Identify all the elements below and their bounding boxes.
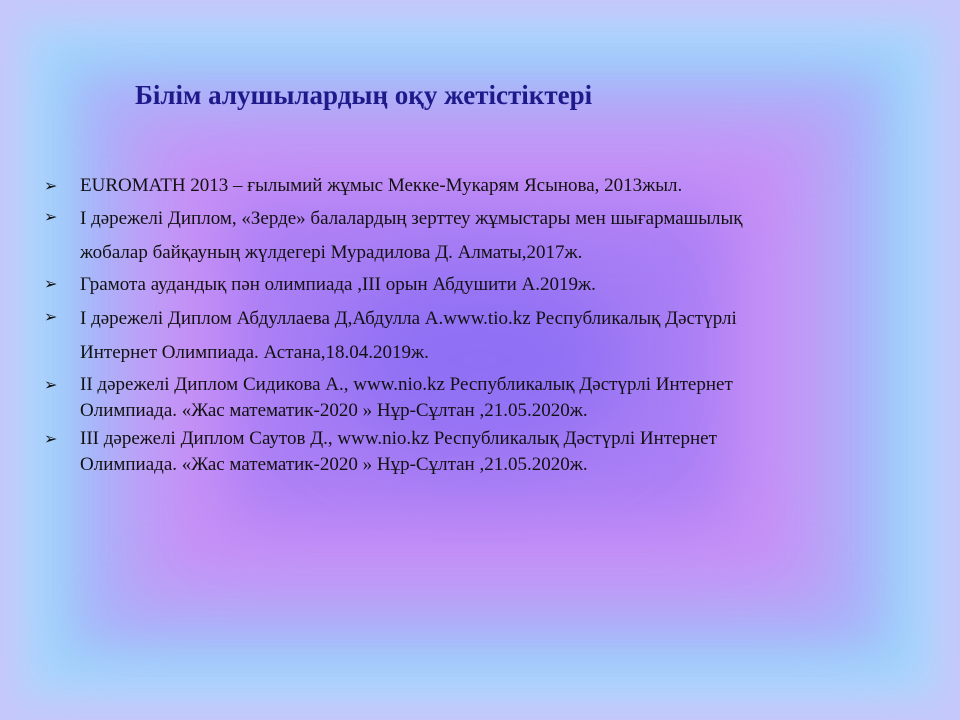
slide-title: Білім алушылардың оқу жетістіктері — [135, 80, 593, 110]
arrowhead-bullet-icon: ➢ — [44, 307, 58, 326]
list-item — [44, 372, 944, 424]
item-text: ІІ дәрежелі Диплом Сидикова А., www.nio.kz Республикалық Дәстүрлі Интернет — [80, 374, 733, 395]
item-text: EUROMATH 2013 – ғылымий жұмыс Мекке-Мукарям Ясынова, 2013жыл. — [80, 175, 683, 196]
item-text: Олимпиада. «Жас математик-2020 » Нұр-Сұлтан ,21.05.2020ж. — [80, 400, 588, 421]
item-text: І дәрежелі Диплом Абдуллаева Д,Абдулла А.www.tio.kz Республикалық Дәстүрлі — [80, 308, 737, 329]
arrowhead-bullet-icon: ➢ — [44, 375, 58, 394]
list-item — [44, 202, 944, 270]
list-item — [44, 302, 944, 370]
item-text: Олимпиада. «Жас математик-2020 » Нұр-Сұлтан ,21.05.2020ж. — [80, 454, 588, 475]
arrowhead-bullet-icon: ➢ — [44, 207, 58, 226]
arrowhead-bullet-icon: ➢ — [44, 176, 58, 195]
achievements-list — [44, 172, 944, 478]
item-text: І дәрежелі Диплом, «Зерде» балалардың зерттеу жұмыстары мен шығармашылық — [80, 208, 743, 229]
list-item — [44, 270, 944, 300]
arrowhead-bullet-icon: ➢ — [44, 274, 58, 293]
list-item — [44, 426, 944, 478]
item-text: ІІІ дәрежелі Диплом Саутов Д., www.nio.kz Республикалық Дәстүрлі Интернет — [80, 428, 717, 449]
arrowhead-bullet-icon: ➢ — [44, 429, 58, 448]
item-text: Интернет Олимпиада. Астана,18.04.2019ж. — [80, 342, 429, 363]
item-text: жобалар байқауның жүлдегері Мурадилова Д. Алматы,2017ж. — [80, 242, 583, 263]
list-item — [44, 172, 944, 200]
item-text: Грамота аудандық пән олимпиада ,ІІІ орын Абдушити А.2019ж. — [80, 274, 596, 295]
